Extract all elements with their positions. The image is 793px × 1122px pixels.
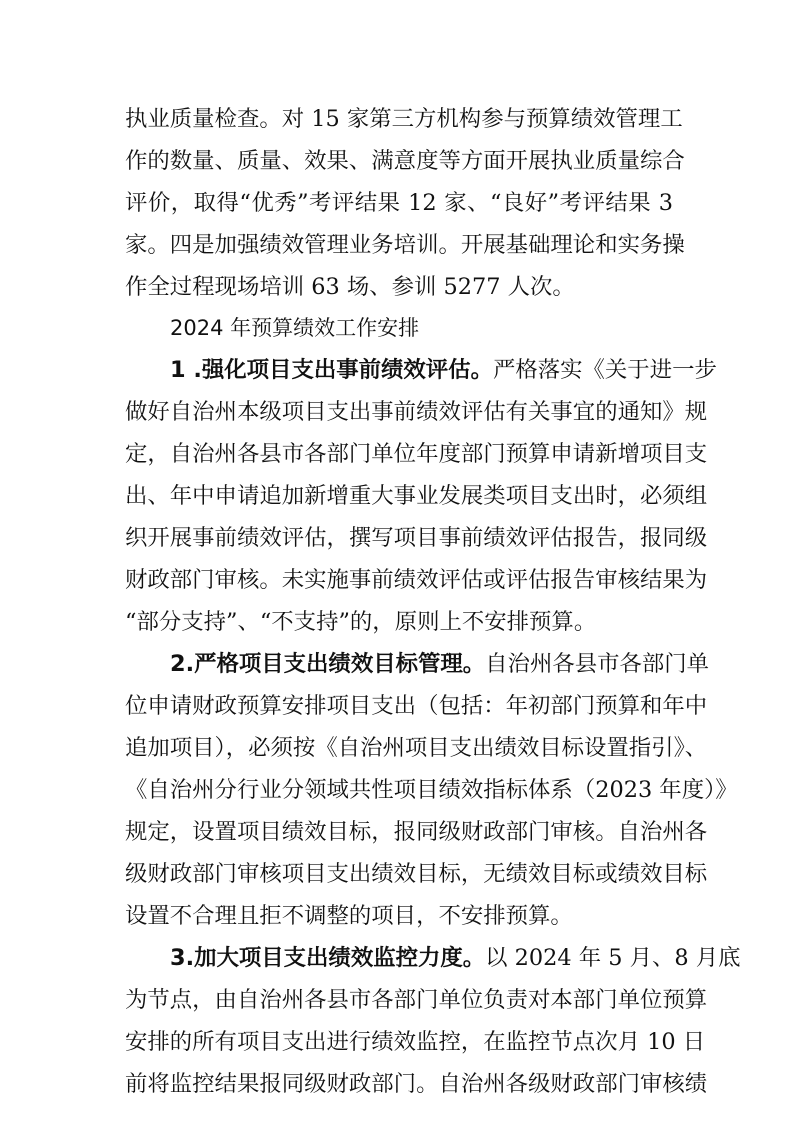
item-first-line: [170, 937, 741, 979]
item-title: 3.加大项目支出绩效监控力度。: [170, 945, 486, 971]
item-first-line-text: 自治州各县市各部门单: [485, 651, 710, 677]
paragraph-line: 做好自治州本级项目支出事前绩效评估有关事宜的通知》规: [125, 399, 708, 425]
paragraph-line: 《自治州分行业分领域共性项目绩效指标体系（2023 年度）》: [125, 777, 738, 803]
paragraph-line: 规定，设置项目绩效目标，报同级财政部门审核。自治州各: [125, 819, 708, 845]
item-first-line: [170, 349, 717, 391]
paragraph-line: 作的数量、质量、效果、满意度等方面开展执业质量综合: [125, 148, 685, 174]
paragraph-line: 定，自治州各县市各部门单位年度部门预算申请新增项目支: [125, 441, 708, 467]
paragraph-line: “部分支持”、“不支持”的，原则上不安排预算。: [125, 609, 597, 635]
item-first-line-text: 严格落实《关于进一步: [492, 357, 717, 383]
paragraph-line: 为节点，由自治州各县市各部门单位负责对本部门单位预算: [125, 987, 708, 1013]
item-title: 2.严格项目支出绩效目标管理。: [170, 651, 486, 677]
paragraph-line: 安排的所有项目支出进行绩效监控，在监控节点次月 10 日: [125, 1029, 706, 1055]
item-first-line-text: 以 2024 年 5 月、8 月底: [485, 945, 741, 971]
paragraph-line: 家。四是加强绩效管理业务培训。开展基础理论和实务操: [125, 232, 685, 258]
paragraph-line: 位申请财政预算安排项目支出（包括：年初部门预算和年中: [125, 693, 708, 719]
paragraph-line: 追加项目），必须按《自治州项目支出绩效目标设置指引》、: [125, 735, 708, 761]
paragraph-line: 前将监控结果报同级财政部门。自治州各级财政部门审核绩: [125, 1071, 708, 1097]
paragraph-line: 织开展事前绩效评估，撰写项目事前绩效评估报告，报同级: [125, 525, 708, 551]
paragraph-line: 设置不合理且拒不调整的项目，不安排预算。: [125, 903, 573, 929]
item-first-line: [170, 643, 710, 685]
paragraph-line: 评价，取得“优秀”考评结果 12 家、“良好”考评结果 3: [125, 190, 673, 216]
item-title: 1 .强化项目支出事前绩效评估。: [170, 357, 493, 383]
paragraph-line: 执业质量检查。对 15 家第三方机构参与预算绩效管理工: [125, 106, 683, 132]
paragraph-line: 财政部门审核。未实施事前绩效评估或评估报告审核结果为: [125, 567, 708, 593]
paragraph-line: 作全过程现场培训 63 场、参训 5277 人次。: [125, 274, 575, 300]
paragraph-line: 级财政部门审核项目支出绩效目标，无绩效目标或绩效目标: [125, 861, 708, 887]
section-heading: 2024 年预算绩效工作安排: [170, 316, 420, 340]
paragraph-line: 出、年中申请追加新增重大事业发展类项目支出时，必须组: [125, 483, 708, 509]
